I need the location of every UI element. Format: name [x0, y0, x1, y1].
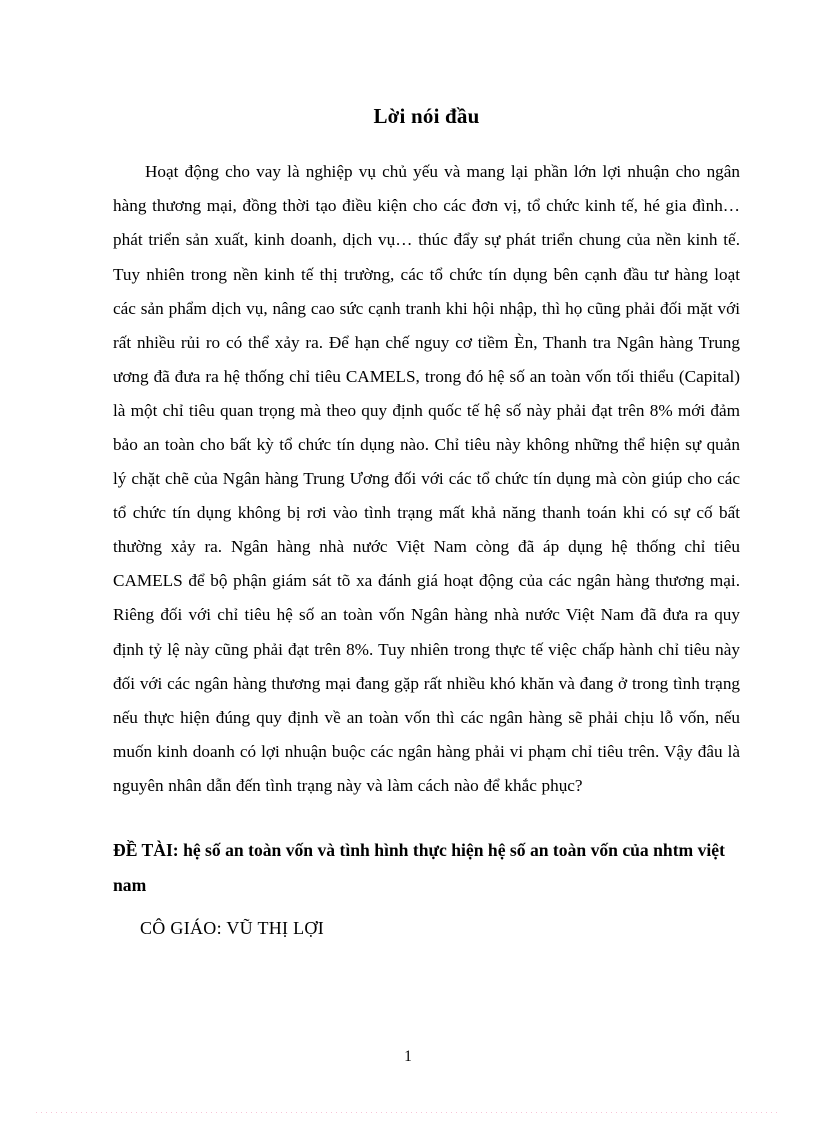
subject-heading: ĐỀ TÀI: hệ số an toàn vốn và tình hình thực hiện hệ số an toàn vốn của nhtm việt nam	[113, 840, 725, 896]
page-title: Lời nói đầu	[373, 104, 480, 128]
page-content	[113, 0, 740, 943]
teacher-line: CÔ GIÁO: VŨ THỊ LỢI	[140, 918, 325, 939]
body-paragraph: Hoạt động cho vay là nghiệp vụ chủ yếu và mang lại phần lớn lợi nhuận cho ngân hàng thương mại, đồng thời tạo điều kiện cho các đơn vị, tổ chức kinh tế, hé gia đình… phát triển sản xuất, kinh doanh, dịch vụ… thúc đẩy sự phát triển chung của nền kinh tế. Tuy nhiên trong nền kinh tế thị trường, các tổ chức tín dụng bên cạnh đầu tư hàng loạt các sản phẩm dịch vụ, nâng cao sức cạnh tranh khi hội nhập, thì họ cũng phải đối mặt với rất nhiều rủi ro có thể xảy ra. Để hạn chế nguy cơ tiềm Èn, Thanh tra Ngân hàng Trung ương đã đưa ra hệ thống chỉ tiêu CAMELS, trong đó hệ số an toàn vốn tối thiểu (Capital) là một chỉ tiêu quan trọng mà theo quy định quốc tế hệ số này phải đạt trên 8% mới đảm bảo an toàn cho bất kỳ tổ chức tín dụng nào. Chỉ tiêu này không những thể hiện sự quản lý chặt chẽ của Ngân hàng Trung Ương đối với các tổ chức tín dụng mà còn giúp cho các tổ chức tín dụng không bị rơi vào tình trạng mất khả năng thanh toán khi có sự cố bất thường xảy ra. Ngân hàng nhà nước Việt Nam còng đã áp dụng hệ thống chỉ tiêu CAMELS để bộ phận giám sát tõ xa đánh giá hoạt động của các ngân hàng thương mại. Riêng đối với chỉ tiêu hệ số an toàn vốn Ngân hàng nhà nước Việt Nam đã đưa ra quy định tỷ lệ này cũng phải đạt trên 8%. Tuy nhiên trong thực tế việc chấp hành chỉ tiêu này đối với các ngân hàng thương mại đang gặp rất nhiều khó khăn và đang ở trong tình trạng nếu thực hiện đúng quy định về an toàn vốn thì các ngân hàng sẽ phải chịu lỗ vốn, nếu muốn kinh doanh có lợi nhuận buộc các ngân hàng phải vi phạm chỉ tiêu trên. Vậy đâu là nguyên nhân dẫn đến tình trạng này và làm cách nào để khắc phục?	[113, 162, 740, 795]
scan-artifact-dotted-rule	[36, 1112, 780, 1113]
page-number: 1	[404, 1048, 412, 1065]
